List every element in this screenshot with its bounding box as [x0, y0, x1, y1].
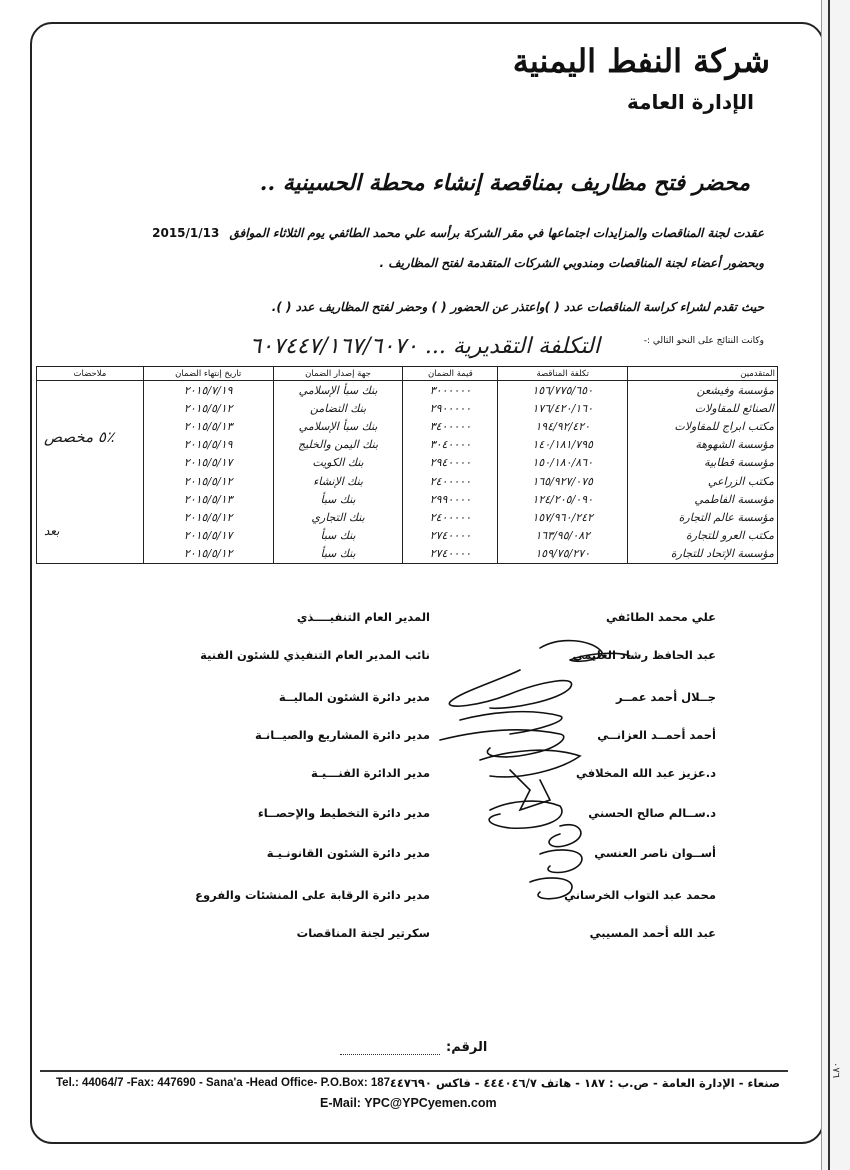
cell-issuer: بنك التضامن — [273, 399, 403, 417]
reference-number — [340, 1040, 487, 1055]
cell-guarantee-value: ٢٤٠٠٠٠٠ — [403, 472, 498, 490]
cell-guarantee-value: ٢٤٠٠٠٠٠ — [403, 508, 498, 526]
table-row — [37, 381, 778, 400]
side-note-2: بعد — [44, 524, 60, 538]
cell-expiry: ٢٠١٥/٧/١٩ — [143, 381, 273, 400]
cell-guarantee-value: ٢٧٤٠٠٠٠ — [403, 545, 498, 564]
table-row — [37, 490, 778, 508]
cell-bidder: مؤسسة وفيشعن — [628, 381, 778, 400]
table-row — [37, 472, 778, 490]
department-name: الإدارة العامة — [627, 90, 754, 114]
header-guarantee-expiry: تاريخ إنتهاء الضمان — [143, 367, 273, 381]
cell-bidder: مؤسسة عالم التجارة — [628, 508, 778, 526]
cell-bidder: مؤسسة قطابية — [628, 454, 778, 472]
signature-row — [0, 926, 850, 946]
cell-cost: ١٧٦/٤٢٠/١٦٠ — [498, 399, 628, 417]
cell-expiry: ٢٠١٥/٥/١٢ — [143, 508, 273, 526]
table-row — [37, 508, 778, 526]
cell-expiry: ٢٠١٥/٥/١٢ — [143, 399, 273, 417]
meeting-date: 2015/1/13 — [152, 226, 220, 240]
results-intro: وكانت النتائج على النحو التالي :- — [643, 336, 764, 346]
cell-issuer: بنك الكويت — [273, 454, 403, 472]
cell-notes — [37, 490, 144, 508]
meeting-paragraph — [124, 226, 764, 240]
cell-cost: ١٤٠/١٨١/٧٩٥ — [498, 436, 628, 454]
signatory-title: المدير العام التنفيــــذي — [296, 610, 430, 624]
cell-issuer: بنك سبأ الإسلامي — [273, 417, 403, 435]
header-guarantee-value: قيمة الضمان — [403, 367, 498, 381]
scan-edge — [821, 0, 850, 1170]
header-bidders: المتقدمين — [628, 367, 778, 381]
cell-guarantee-value: ٣٠٠٠٠٠٠ — [403, 381, 498, 400]
cell-bidder: مؤسسة الشهوهة — [628, 436, 778, 454]
cell-bidder: مؤسسة الفاطمي — [628, 490, 778, 508]
footer-rule — [40, 1070, 788, 1072]
estimated-cost — [249, 334, 600, 359]
company-name: شركة النفط اليمنية — [512, 42, 770, 80]
cell-issuer: بنك سبأ — [273, 545, 403, 564]
signatory-title: سكرتير لجنة المناقصات — [296, 926, 430, 940]
signature-stroke — [530, 878, 572, 899]
cell-bidder: الصنائع للمقاولات — [628, 399, 778, 417]
signatory-name: محمد عبد التواب الخرساني — [564, 888, 716, 902]
document-title: محضر فتح مظاريف بمناقصة إنشاء محطة الحسينية .. — [259, 170, 750, 196]
cell-cost: ١٢٤/٢٠٥/٠٩٠ — [498, 490, 628, 508]
cell-issuer: بنك سبأ الإسلامي — [273, 381, 403, 400]
cell-notes — [37, 454, 144, 472]
signature-stroke — [510, 770, 550, 810]
cell-cost: ١٥٧/٩٦٠/٢٤٢ — [498, 508, 628, 526]
cell-notes — [37, 472, 144, 490]
signature-stroke — [540, 850, 582, 873]
cell-issuer: بنك سبأ — [273, 527, 403, 545]
cell-guarantee-value: ٢٩٠٠٠٠٠ — [403, 399, 498, 417]
cell-cost: ١٦٥/٩٢٧/٠٧٥ — [498, 472, 628, 490]
table-row — [37, 417, 778, 435]
signatory-name: جــلال أحمد عمــر — [615, 690, 716, 704]
table-row — [37, 527, 778, 545]
cell-guarantee-value: ٢٧٤٠٠٠٠ — [403, 527, 498, 545]
cell-expiry: ٢٠١٥/٥/١٢ — [143, 545, 273, 564]
signatory-name: أحمد أحمــد العزانــي — [597, 728, 716, 742]
cell-bidder: مؤسسة الإتحاد للتجارة — [628, 545, 778, 564]
cell-cost: ١٦٣/٩٥/٠٨٢ — [498, 527, 628, 545]
cell-bidder: مكتب العرو للتجارة — [628, 527, 778, 545]
signatory-name: أســوان ناصر العنسي — [594, 846, 716, 860]
cell-issuer: بنك الإنشاء — [273, 472, 403, 490]
signature-stroke — [440, 730, 564, 757]
signature-stroke — [549, 825, 581, 847]
signatory-title: مدير الدائرة الفنـــيـة — [311, 766, 430, 780]
cell-issuer: بنك التجاري — [273, 508, 403, 526]
table-row — [37, 454, 778, 472]
cell-cost: ١٥٦/٧٧٥/٦٥٠ — [498, 381, 628, 400]
cell-guarantee-value: ٣٤٠٠٠٠٠ — [403, 417, 498, 435]
cell-guarantee-value: ٢٩٤٠٠٠٠ — [403, 454, 498, 472]
header-notes: ملاحضات — [37, 367, 144, 381]
cell-notes — [37, 381, 144, 400]
cell-expiry: ٢٠١٥/٥/١٩ — [143, 436, 273, 454]
footer-email: E-Mail: YPC@YPCyemen.com — [320, 1096, 497, 1110]
signatory-name: عبد الله أحمد المسيبي — [589, 926, 716, 940]
signatory-title: مدير دائرة الشئون الماليــة — [278, 690, 430, 704]
cell-bidder: مكتب ابراج للمقاولات — [628, 417, 778, 435]
signatory-name: د.عزيز عبد الله المخلافي — [575, 766, 716, 780]
cell-cost: ١٥٩/٧٥/٢٧٠ — [498, 545, 628, 564]
cell-issuer: بنك سبأ — [273, 490, 403, 508]
side-code: ٠٧٦ — [830, 1062, 841, 1079]
signatory-name: عبد الحافظ رشاد العليمي — [572, 648, 716, 662]
signatory-title: نائب المدير العام التنفيذي للشئون الفنية — [200, 648, 430, 662]
cell-expiry: ٢٠١٥/٥/١٣ — [143, 490, 273, 508]
cell-cost: ١٩٤/٩٢/٤٢٠ — [498, 417, 628, 435]
signatory-title: مدير دائرة المشاريع والصيــانـة — [255, 728, 430, 742]
bids-count-paragraph: حيث تقدم لشراء كراسة المناقصات عدد ( )واعتذر عن الحضور ( ) وحضر لفتح المظاريف عدد ( ). — [271, 300, 764, 314]
signature-stroke — [489, 801, 562, 828]
signatory-name: علي محمد الطائفي — [606, 610, 716, 624]
cell-expiry: ٢٠١٥/٥/١٢ — [143, 472, 273, 490]
table-row — [37, 436, 778, 454]
table-row — [37, 545, 778, 564]
cell-expiry: ٢٠١٥/٥/١٣ — [143, 417, 273, 435]
signature-stroke — [540, 641, 630, 662]
footer-contact-ar: صنعاء - الإدارة العامة - ص.ب : ١٨٧ - هاتف ٤٤٤٠٤٦/٧ - فاكس ٤٤٧٦٩٠ — [389, 1076, 780, 1090]
cell-guarantee-value: ٢٩٩٠٠٠٠ — [403, 490, 498, 508]
side-note: ٪٥ مخصص — [44, 428, 114, 446]
header-guarantee-issuer: جهة إصدار الضمان — [273, 367, 403, 381]
table-header-row — [37, 367, 778, 381]
attendance-paragraph: وبحضور أعضاء لجنة المناقصات ومندوبي الشركات المتقدمة لفتح المظاريف . — [379, 256, 764, 270]
cell-expiry: ٢٠١٥/٥/١٧ — [143, 527, 273, 545]
cell-issuer: بنك اليمن والخليج — [273, 436, 403, 454]
reference-dots — [340, 1054, 440, 1055]
signatory-title: مدير دائرة التخطيط والإحصــاء — [257, 806, 430, 820]
cell-expiry: ٢٠١٥/٥/١٧ — [143, 454, 273, 472]
signature-scribbles — [420, 630, 680, 920]
cell-guarantee-value: ٣٠٤٠٠٠٠ — [403, 436, 498, 454]
cell-notes — [37, 399, 144, 417]
footer-contact-en: Tel.: 44064/7 -Fax: 447690 - Sana'a -Head Office- P.O.Box: 187 — [56, 1077, 391, 1089]
bids-table — [36, 366, 778, 564]
signatory-name: د.ســالم صالح الحسني — [588, 806, 716, 820]
table-row — [37, 399, 778, 417]
meeting-text: عقدت لجنة المناقصات والمزايدات اجتماعها في مقر الشركة برأسه علي محمد الطائفي يوم الثلاثاء الموافق — [229, 226, 764, 240]
estimated-cost-value: ٦٠٧٤٤٧/١٦٧/٦٠٧٠ — [249, 334, 418, 359]
signatory-title: مدير دائرة الشئون القانونـيـة — [266, 846, 430, 860]
estimated-cost-label: التكلفة التقديرية ... — [424, 334, 600, 359]
signature-row — [0, 610, 850, 630]
header-cost: تكلفة المناقصة — [498, 367, 628, 381]
signature-stroke — [449, 670, 571, 708]
reference-label: الرقم: — [446, 1040, 488, 1055]
cell-cost: ١٥٠/١٨٠/٨٦٠ — [498, 454, 628, 472]
cell-notes — [37, 545, 144, 564]
signatory-title: مدير دائرة الرقابة على المنشئات والفروع — [195, 888, 430, 902]
cell-bidder: مكتب الزراعي — [628, 472, 778, 490]
